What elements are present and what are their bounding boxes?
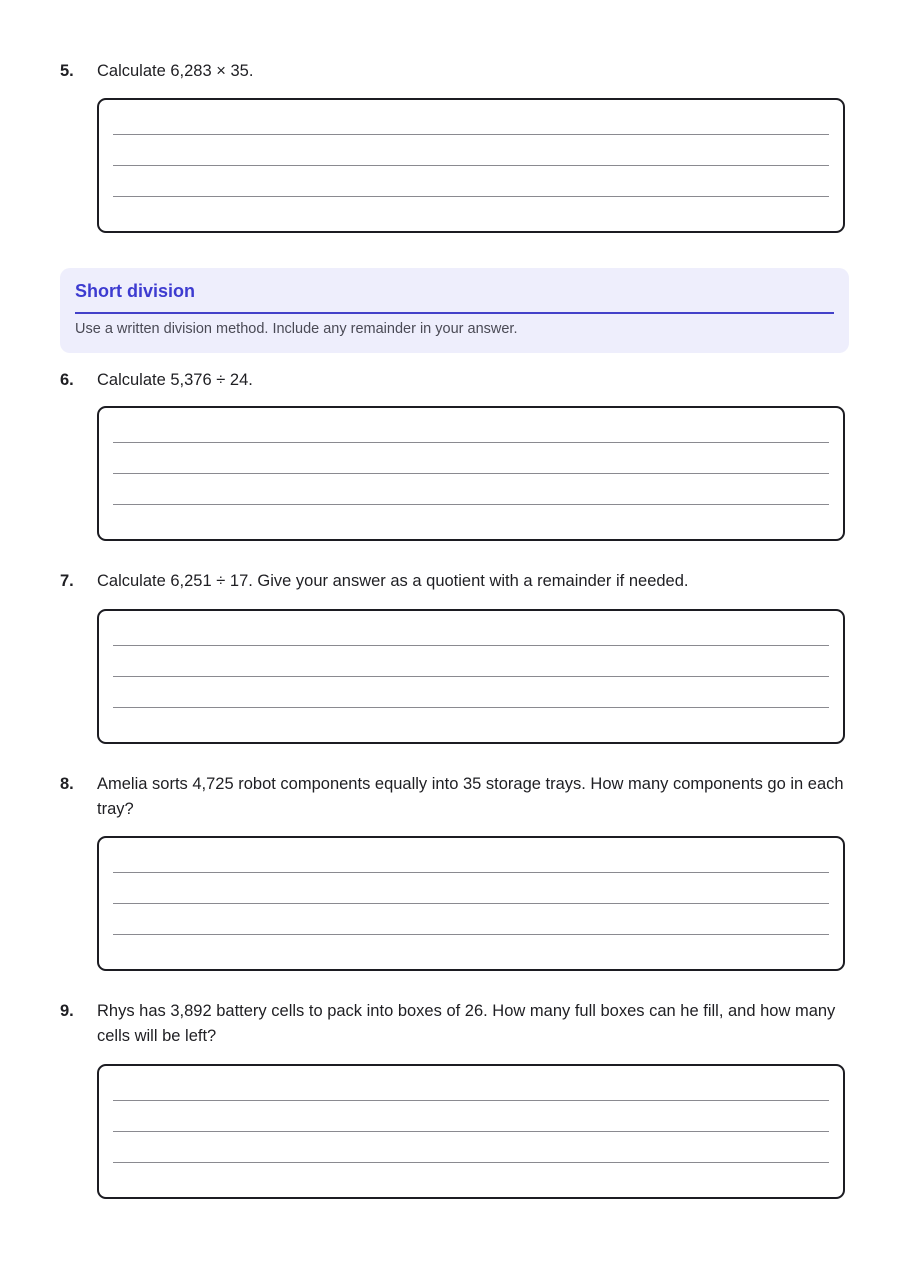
answer-line	[113, 1162, 829, 1163]
question-8	[60, 772, 850, 822]
question-text: Amelia sorts 4,725 robot components equally into 35 storage trays. How many components go in each tray?	[97, 775, 844, 818]
answer-line	[113, 504, 829, 505]
answer-line	[113, 707, 829, 708]
answer-box-7[interactable]	[97, 609, 845, 744]
answer-line	[113, 1100, 829, 1101]
answer-line	[113, 473, 829, 474]
question-text: Rhys has 3,892 battery cells to pack into boxes of 26. How many full boxes can he fill, and how many cells will be left?	[97, 1002, 836, 1045]
answer-line	[113, 676, 829, 677]
answer-line	[113, 1131, 829, 1132]
question-6	[60, 368, 850, 393]
section-title: Short division	[75, 281, 196, 301]
question-text: Calculate 6,283 × 35.	[97, 62, 254, 80]
question-number: 7.	[60, 572, 74, 590]
answer-line	[113, 134, 829, 135]
question-7	[60, 569, 850, 594]
question-number: 8.	[60, 775, 74, 793]
answer-line	[113, 872, 829, 873]
answer-box-9[interactable]	[97, 1064, 845, 1199]
answer-box-5[interactable]	[97, 98, 845, 233]
answer-line	[113, 934, 829, 935]
question-text: Calculate 5,376 ÷ 24.	[97, 371, 253, 389]
question-text: Calculate 6,251 ÷ 17. Give your answer as a quotient with a remainder if needed.	[97, 572, 689, 590]
answer-line	[113, 903, 829, 904]
answer-line	[113, 442, 829, 443]
section-header-short-division	[60, 268, 849, 353]
answer-line	[113, 165, 829, 166]
question-5	[60, 59, 850, 84]
answer-box-6[interactable]	[97, 406, 845, 541]
question-number: 9.	[60, 1002, 74, 1020]
answer-box-8[interactable]	[97, 836, 845, 971]
answer-line	[113, 645, 829, 646]
answer-line	[113, 196, 829, 197]
section-instructions: Use a written division method. Include any remainder in your answer.	[75, 321, 518, 337]
question-9	[60, 999, 850, 1049]
question-number: 5.	[60, 62, 74, 80]
section-divider	[75, 312, 834, 314]
question-number: 6.	[60, 371, 74, 389]
